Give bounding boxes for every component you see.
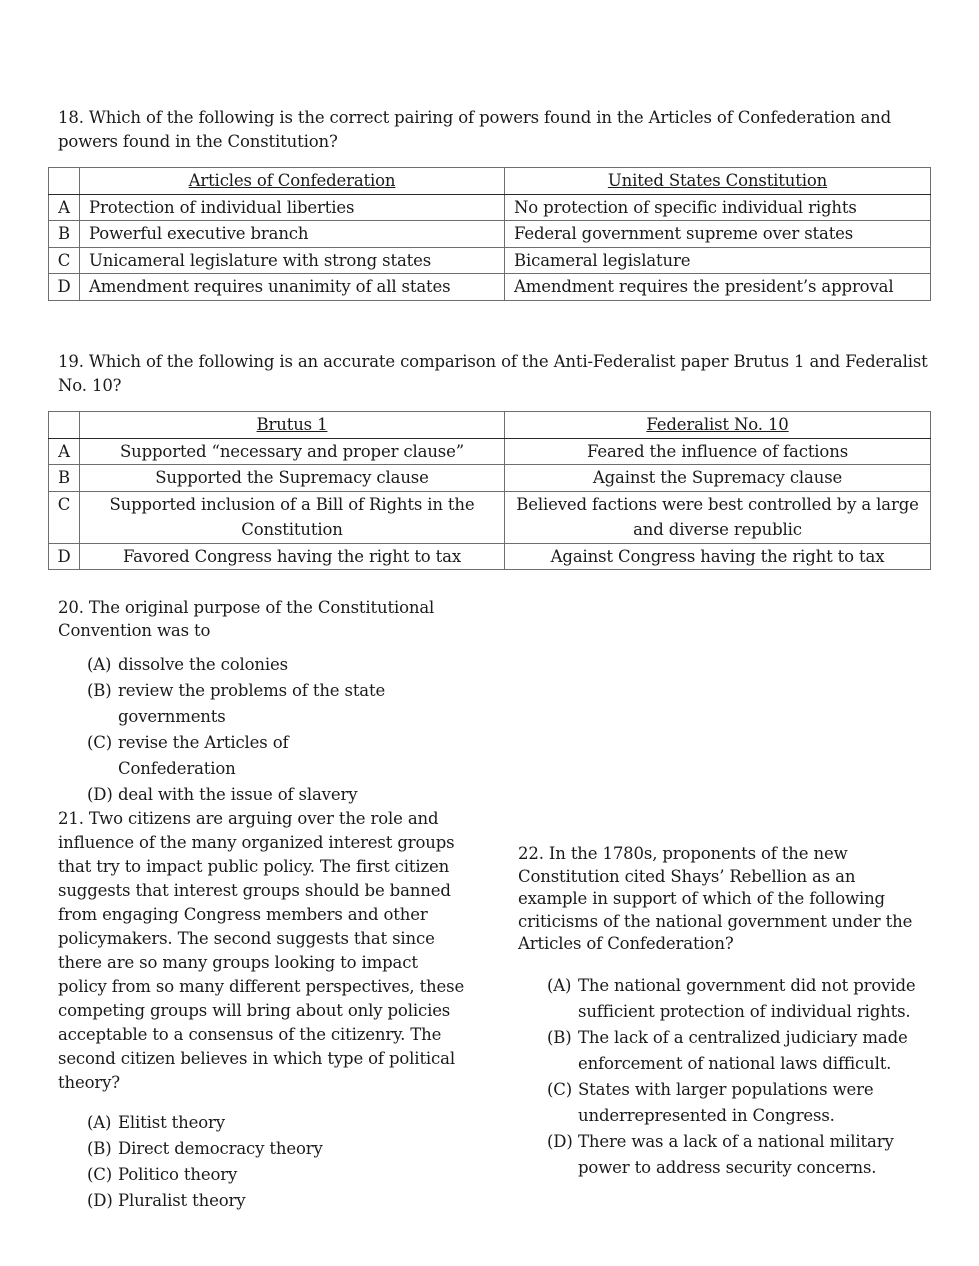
table-header-brutus: Brutus 1 (80, 412, 505, 439)
option-label: (D) (87, 785, 113, 804)
row-col2: Against Congress having the right to tax (505, 543, 931, 570)
table-header-row (49, 412, 931, 439)
question-19-table (48, 411, 931, 570)
row-letter: B (49, 465, 80, 492)
question-19-stem: 19. Which of the following is an accurate comparison of the Anti-Federalist paper Brutus 1 and Federalist No. 10? (58, 352, 928, 395)
table-row (49, 543, 931, 570)
option-label: (C) (87, 733, 113, 752)
row-letter: C (49, 247, 80, 274)
option-label: (D) (87, 1191, 113, 1210)
option-label: (B) (87, 1139, 112, 1158)
option-text: The lack of a centralized judiciary made enforcement of national laws difficult. (578, 1028, 908, 1073)
answer-option[interactable] (547, 1129, 927, 1181)
row-col2: No protection of specific individual rights (505, 194, 931, 221)
row-col1: Amendment requires unanimity of all states (80, 274, 505, 301)
question-20-stem: 20. The original purpose of the Constitutional Convention was to (58, 598, 435, 640)
answer-option[interactable] (547, 1025, 927, 1077)
row-col2: Amendment requires the president’s approval (505, 274, 931, 301)
row-col1: Supported “necessary and proper clause” (80, 438, 505, 465)
row-col1: Supported the Supremacy clause (80, 465, 505, 492)
table-row (49, 465, 931, 492)
answer-option[interactable] (87, 782, 407, 808)
option-label: (C) (547, 1080, 573, 1099)
question-22-options (547, 973, 927, 1181)
row-letter: D (49, 543, 80, 570)
option-label: (A) (547, 976, 572, 995)
row-col2: Believed factions were best controlled by a large and diverse republic (505, 491, 931, 543)
answer-option[interactable] (87, 652, 407, 678)
table-row (49, 438, 931, 465)
question-21-stem: 21. Two citizens are arguing over the role and influence of the many organized interest groups that try to impact public policy. The first citizen suggests that interest groups should be banned from engaging Congress members and other policymakers. The second suggests that since there are so many groups looking to impact policy from so many different perspectives, these competing groups will bring about only policies acceptable to a consensus of the citizenry. The second citizen believes in which type of political theory? (58, 809, 465, 1092)
option-text: States with larger populations were underrepresented in Congress. (578, 1080, 874, 1125)
question-22-stem: 22. In the 1780s, proponents of the new Constitution cited Shays’ Rebellion as an example in support of which of the following criticisms of the national government under the Articles of Confederation? (518, 844, 913, 953)
question-20-options (87, 652, 407, 808)
row-col1: Powerful executive branch (80, 221, 505, 248)
answer-option[interactable] (87, 1188, 407, 1214)
row-letter: A (49, 194, 80, 221)
question-21-options (87, 1110, 407, 1214)
answer-option[interactable] (87, 678, 407, 730)
row-col2: Federal government supreme over states (505, 221, 931, 248)
table-header-row (49, 168, 931, 195)
table-header-federalist: Federalist No. 10 (505, 412, 931, 439)
row-col1: Protection of individual liberties (80, 194, 505, 221)
option-text: Elitist theory (118, 1113, 225, 1132)
option-text: deal with the issue of slavery (118, 785, 358, 804)
row-col2: Feared the influence of factions (505, 438, 931, 465)
question-18-table (48, 167, 931, 301)
option-text: The national government did not provide sufficient protection of individual rights. (578, 976, 916, 1021)
row-col2: Bicameral legislature (505, 247, 931, 274)
option-label: (B) (87, 681, 112, 700)
table-header-blank (49, 168, 80, 195)
option-text: There was a lack of a national military power to address security concerns. (578, 1132, 894, 1177)
option-label: (A) (87, 655, 112, 674)
answer-option[interactable] (547, 973, 927, 1025)
option-label: (C) (87, 1165, 113, 1184)
option-text: review the problems of the state governments (118, 681, 386, 726)
option-label: (D) (547, 1132, 573, 1151)
option-text: Pluralist theory (118, 1191, 246, 1210)
table-header-blank (49, 412, 80, 439)
option-label: (B) (547, 1028, 572, 1047)
row-letter: A (49, 438, 80, 465)
answer-option[interactable] (87, 1110, 407, 1136)
row-letter: C (49, 491, 80, 543)
answer-option[interactable] (87, 730, 407, 782)
option-text: Direct democracy theory (118, 1139, 323, 1158)
question-18-stem: 18. Which of the following is the correct pairing of powers found in the Articles of Confederation and powers found in the Constitution? (58, 108, 892, 151)
option-label: (A) (87, 1113, 112, 1132)
option-text: Politico theory (118, 1165, 238, 1184)
table-row (49, 491, 931, 543)
row-col1: Favored Congress having the right to tax (80, 543, 505, 570)
row-letter: B (49, 221, 80, 248)
row-letter: D (49, 274, 80, 301)
option-text: revise the Articles of Confederation (118, 733, 289, 778)
answer-option[interactable] (87, 1136, 407, 1162)
table-header-constitution: United States Constitution (505, 168, 931, 195)
table-row (49, 221, 931, 248)
answer-option[interactable] (87, 1162, 407, 1188)
table-row (49, 247, 931, 274)
row-col1: Unicameral legislature with strong states (80, 247, 505, 274)
row-col1: Supported inclusion of a Bill of Rights in the Constitution (80, 491, 505, 543)
table-row (49, 274, 931, 301)
table-header-articles: Articles of Confederation (80, 168, 505, 195)
row-col2: Against the Supremacy clause (505, 465, 931, 492)
answer-option[interactable] (547, 1077, 927, 1129)
table-row (49, 194, 931, 221)
option-text: dissolve the colonies (118, 655, 288, 674)
